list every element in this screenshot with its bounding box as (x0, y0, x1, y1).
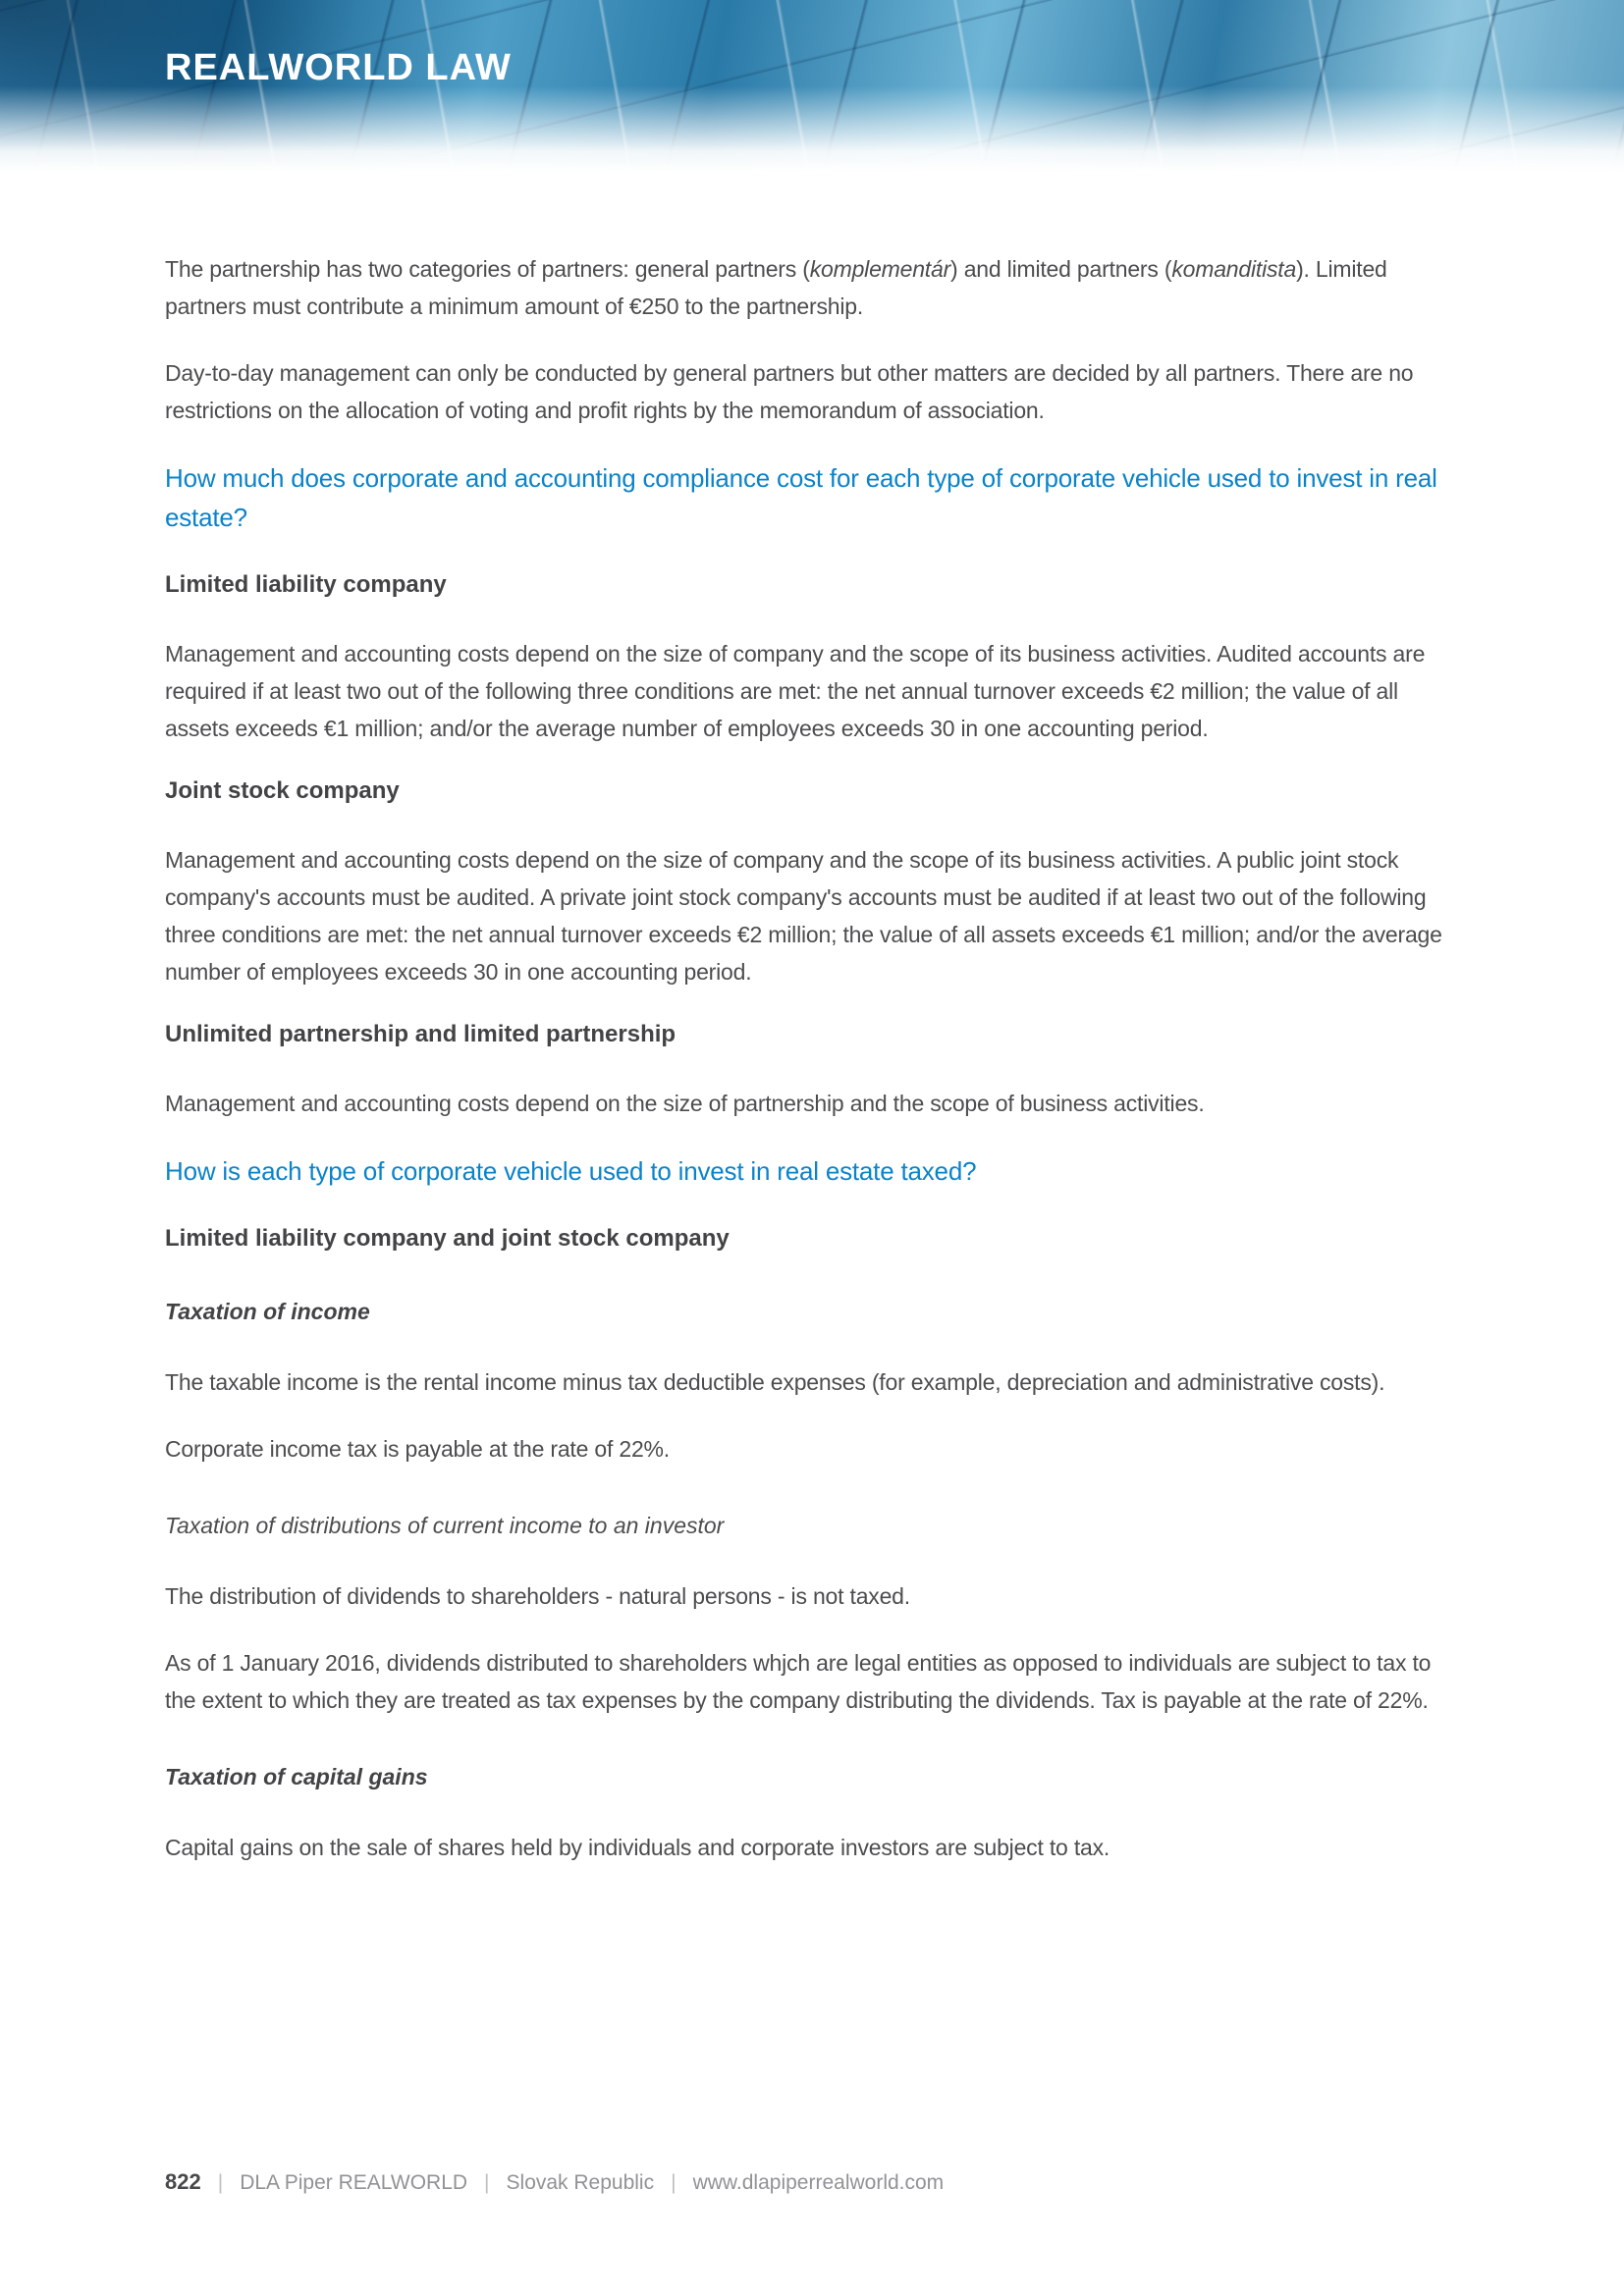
sub-subheading (165, 1762, 1463, 1791)
paragraph (165, 1363, 1463, 1401)
footer-brand: DLA Piper REALWORLD (240, 2171, 468, 2194)
text-run: Corporate income tax is payable at the rate of 22%. (165, 1436, 670, 1462)
question-heading (165, 1151, 1463, 1191)
paragraph (165, 1430, 1463, 1468)
brand-title: REALWORLD LAW (165, 47, 512, 88)
text-run: The taxable income is the rental income minus tax deductible expenses (for example, depreciation and administrative costs). (165, 1369, 1385, 1395)
subheading (165, 1020, 1463, 1049)
header-banner (0, 0, 1624, 172)
paragraph (165, 1085, 1463, 1122)
text-run: Management and accounting costs depend on the size of partnership and the scope of business activities. (165, 1091, 1205, 1116)
text-run: Capital gains on the sale of shares held by individuals and corporate investors are subject to tax. (165, 1835, 1110, 1860)
text-run: ). Limited partners must contribute a minimum amount of €250 to the partnership. (165, 256, 1387, 319)
text-run: Day-to-day management can only be conducted by general partners but other matters are decided by all partners. There are no restrictions on the allocation of voting and profit rights by the memorandum of association. (165, 360, 1414, 423)
text-run: komanditista (1171, 256, 1297, 282)
paragraph (165, 1829, 1463, 1866)
paragraph (165, 354, 1463, 429)
text-run: Management and accounting costs depend on the size of company and the scope of its business activities. A public joint stock company's accounts must be audited. A private joint stock company's accounts must be audited if at least two out of the following three conditions are met: the net annual turnover exceeds €2 million; the value of all assets exceeds €1 million; and/or the average number of employees exceeds 30 in one accounting period. (165, 847, 1442, 985)
footer-separator: | (671, 2171, 677, 2194)
text-run: Limited liability company (165, 571, 447, 598)
text-run: Limited liability company and joint stock company (165, 1225, 730, 1252)
subheading (165, 570, 1463, 600)
subheading (165, 776, 1463, 806)
text-run: Taxation of capital gains (165, 1764, 428, 1789)
text-run: The distribution of dividends to shareholders - natural persons - is not taxed. (165, 1583, 910, 1609)
text-run: How much does corporate and accounting compliance cost for each type of corporate vehicle used to invest in real estate? (165, 463, 1437, 532)
text-run: Management and accounting costs depend on the size of company and the scope of its business activities. Audited accounts are required if at least two out of the following three conditions are met: the net annual turnover exceeds €2 million; the value of all assets exceeds €1 million; and/or the average number of employees exceeds 30 in one accounting period. (165, 641, 1426, 741)
question-heading (165, 458, 1463, 537)
paragraph (165, 841, 1463, 990)
sub-subheading (165, 1297, 1463, 1326)
sub-subheading-italic (165, 1511, 1463, 1540)
paragraph (165, 635, 1463, 747)
text-run: komplementár (809, 256, 951, 282)
page-footer (165, 2169, 944, 2195)
footer-country: Slovak Republic (506, 2171, 655, 2194)
paragraph (165, 1577, 1463, 1615)
subheading (165, 1224, 1463, 1254)
page-number: 822 (165, 2169, 201, 2194)
paragraph (165, 250, 1463, 325)
text-run: Taxation of income (165, 1299, 370, 1324)
footer-separator: | (217, 2171, 224, 2194)
footer-url[interactable]: www.dlapiperrealworld.com (692, 2171, 945, 2194)
text-run: ) and limited partners ( (950, 256, 1172, 282)
text-run: How is each type of corporate vehicle used to invest in real estate taxed? (165, 1156, 977, 1186)
paragraph (165, 1644, 1463, 1719)
footer-separator: | (484, 2171, 490, 2194)
text-run: Unlimited partnership and limited partnership (165, 1021, 677, 1047)
text-run: The partnership has two categories of partners: general partners ( (165, 256, 810, 282)
text-run: Taxation of distributions of current income to an investor (165, 1513, 725, 1538)
text-run: As of 1 January 2016, dividends distributed to shareholders whjch are legal entities as opposed to individuals are subject to tax to the extent to which they are treated as tax expenses by the company distributing the dividends. Tax is payable at the rate of 22%. (165, 1650, 1432, 1713)
text-run: Joint stock company (165, 777, 400, 804)
document-body (0, 172, 1624, 1866)
